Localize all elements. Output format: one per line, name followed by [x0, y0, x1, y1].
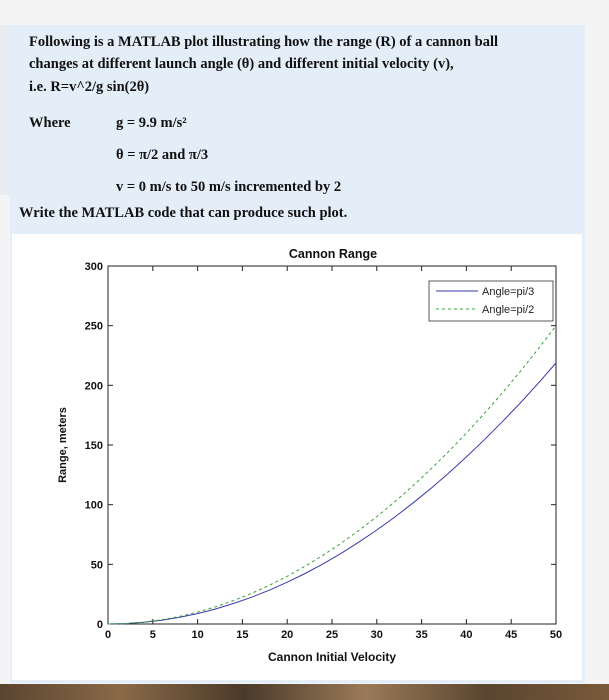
x-tick-label: 5: [149, 629, 156, 641]
y-axis-label: Range, meters: [57, 407, 69, 483]
angle-definition: θ = π/2 and π/3: [116, 147, 209, 163]
x-tick-label: 10: [191, 629, 204, 641]
legend-label-angle-pi-2: Angle=pi/2: [482, 304, 535, 316]
legend-label-angle-pi-3: Angle=pi/3: [482, 286, 535, 298]
x-tick-label: 25: [325, 629, 339, 641]
x-tick-label: 20: [281, 629, 294, 641]
y-tick-label: 100: [84, 499, 103, 512]
left-strip: [0, 25, 10, 195]
x-tick-label: 35: [415, 629, 428, 641]
y-tick-label: 300: [84, 261, 103, 273]
x-tick-label: 45: [505, 629, 518, 641]
question-intro-line-2: changes at different launch angle (θ) and different initial velocity (v),: [29, 56, 454, 72]
gravity-definition: g = 9.9 m/s²: [116, 115, 187, 131]
question-intro-line-1: Following is a MATLAB plot illustrating how the range (R) of a cannon ball: [29, 34, 498, 50]
chart-legend: [429, 281, 553, 321]
question-intro-line-3: i.e. R=v^2/g sin(2θ): [29, 79, 150, 95]
x-tick-label: 40: [460, 629, 473, 641]
where-label: Where: [29, 115, 71, 131]
x-tick-label: 30: [370, 629, 383, 641]
y-tick-label: 0: [96, 619, 103, 631]
cannon-range-chart: [12, 234, 582, 680]
x-tick-label: 0: [104, 629, 112, 641]
x-tick-label: 50: [549, 629, 563, 641]
y-tick-label: 200: [84, 380, 103, 393]
chart-title: Cannon Range: [288, 247, 378, 261]
velocity-definition: v = 0 m/s to 50 m/s incremented by 2: [116, 179, 342, 195]
bottom-edge-strip: [0, 684, 609, 700]
x-tick-label: 15: [236, 629, 249, 641]
y-tick-label: 150: [84, 440, 103, 452]
x-axis-label: Cannon Initial Velocity: [267, 650, 397, 664]
y-tick-label: 250: [84, 320, 103, 333]
question-task: Write the MATLAB code that can produce such plot.: [19, 205, 348, 221]
plot-panel: [12, 234, 582, 680]
y-tick-label: 50: [90, 559, 103, 572]
